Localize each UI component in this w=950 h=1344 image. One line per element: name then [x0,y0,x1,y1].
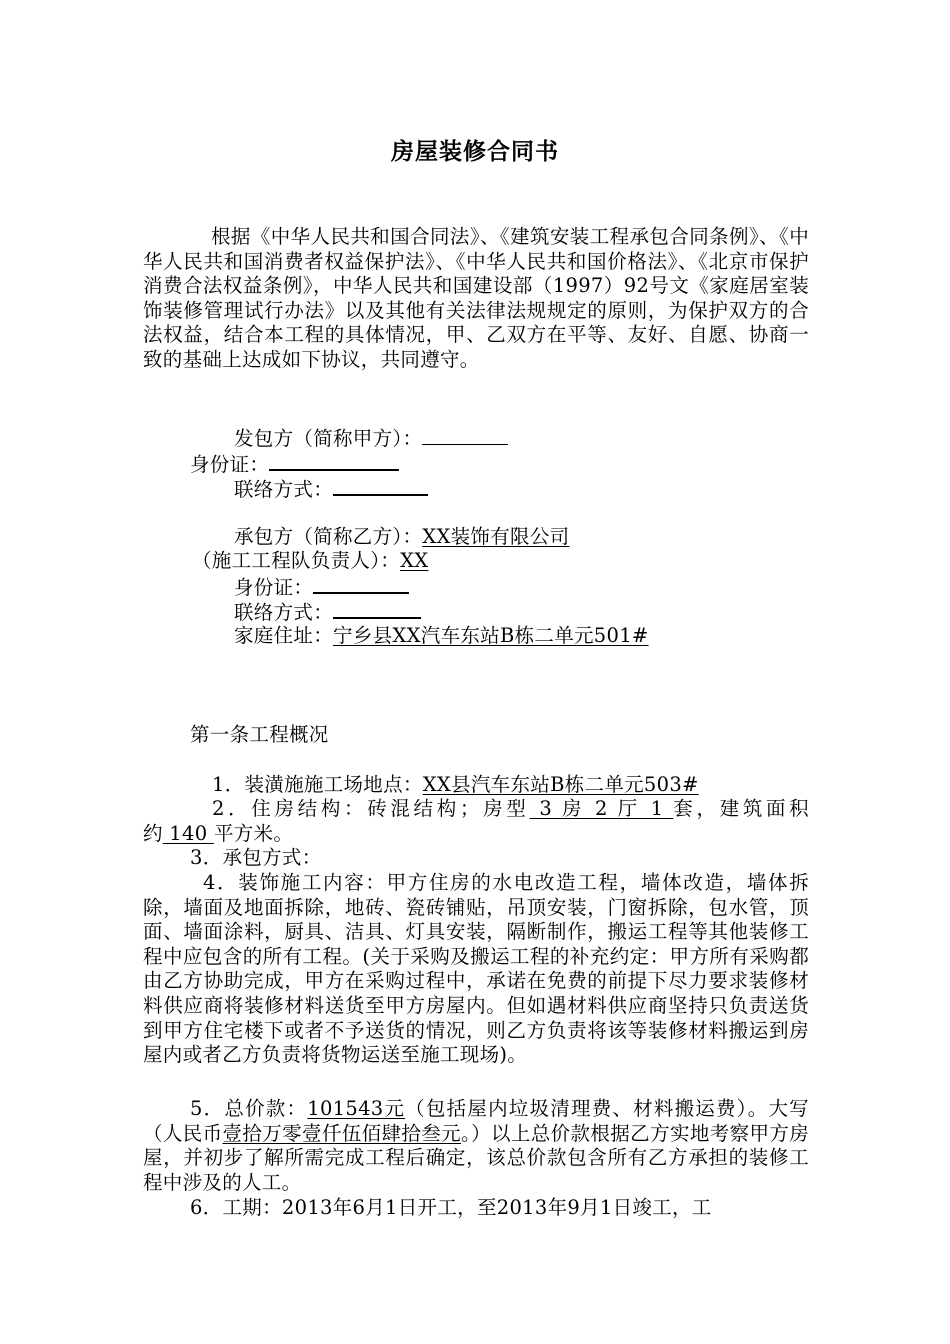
party-b-leader-label: （施工工程队负责人）： [192,549,401,572]
item2-room-type: 3 房 2 厅 1 [529,797,674,820]
item2-area: 140 [162,822,214,845]
preamble-paragraph: 根据《中华人民共和国合同法》、《建筑安装工程承包合同条例》、《中华人民共和国消费者权益保护法》、《中华人民共和国价格法》、《北京市保护消费合法权益条例》，中华人民共和国建设部（1997）92号文《家庭居室装饰装修管理试行办法》以及其他有关法律法规规定的原则，为保护双方的合法权益，结合本工程的具体情况，甲、乙双方在平等、友好、自愿、协商一致的基础上达成如下协议，共同遵守。 [143,225,809,371]
party-b-leader-line [192,549,428,574]
party-a-contact-line [234,476,428,503]
party-b-name: XX装饰有限公司 [422,525,570,548]
item5-amount-words: 壹拾万零壹仟伍佰肆拾叁元 [222,1121,462,1145]
party-a-contact-blank [333,476,428,496]
article1-heading: 第一条工程概况 [190,723,329,746]
party-b-id-blank [313,574,409,594]
party-a-id-blank [269,451,399,471]
item5-rest: 。）以上总价款根据乙方实地考察甲方房屋，并初步了解所需完成工程后确定，该总价款包含所有乙方承担的装修工程中涉及的人工。 [143,1121,810,1194]
item5-amount: 101543 [307,1097,384,1120]
item2-prefix: 2．住房结构：砖混结构；房型 [212,797,530,820]
item6-line: 6．工期：2013年6月1日开工，至2013年9月1日竣工，工 [190,1196,712,1219]
item2-line2 [143,822,293,847]
party-b-address: 宁乡县XX汽车东站B栋二单元501# [333,624,649,647]
party-a-id-label: 身份证： [190,453,270,476]
party-b-line [234,525,569,550]
item1-label: 1．装潢施施工场地点： [212,773,423,796]
party-a-id-line [190,451,399,478]
party-b-address-label: 家庭住址： [234,624,334,647]
party-b-contact-line [234,599,421,626]
party-b-leader: XX [400,549,429,572]
item2-area-suffix: 平方米。 [213,822,294,845]
item5-unit: 元 [383,1097,406,1120]
item4-paragraph: 4．装饰施工内容：甲方住房的水电改造工程，墙体改造，墙体拆除，墙面及地面拆除，地砖、瓷砖铺贴，吊顶安装，门窗拆除，包水管，顶面、墙面涂料，厨具、洁具、灯具安装，隔断制作，搬运工程等其他装修工程中应包含的所有工程。(关于采购及搬运工程的补充约定：甲方所有采购都由乙方协助完成，甲方在采购过程中，承诺在免费的前提下尽力要求装修材料供应商将装修材料送货至甲方房屋内。但如遇材料供应商坚持只负责送货到甲方住宅楼下或者不予送货的情况，则乙方负责将该等装修材料搬运到房屋内或者乙方负责将货物运送至施工现场)。 [143,871,809,1067]
item2-line1 [212,797,809,822]
party-b-address-line [234,624,649,649]
item1-value: XX县汽车东站B栋二单元503# [422,773,699,796]
party-b-label: 承包方（简称乙方）： [234,525,423,548]
party-a-label: 发包方（简称甲方）： [234,427,423,450]
party-b-id-line [234,574,409,601]
party-b-id-label: 身份证： [234,576,314,599]
item5-label: 5．总价款： [190,1097,308,1120]
party-b-contact-blank [333,599,421,619]
item2-area-prefix: 约 [143,822,163,845]
party-a-contact-label: 联络方式： [234,478,334,501]
item1-line [212,773,699,798]
item5-mid: （包括屋内垃圾清理费、材料搬运费）。大写（人民币 [143,1097,809,1145]
party-a-blank [422,426,508,445]
document-title: 房屋装修合同书 [391,138,559,165]
item2-suffix: 套，建筑面积 [673,797,809,820]
party-b-contact-label: 联络方式： [234,601,334,624]
item5-paragraph [143,1097,809,1195]
item3-line: 3．承包方式： [190,846,322,869]
party-a-line [234,426,508,452]
